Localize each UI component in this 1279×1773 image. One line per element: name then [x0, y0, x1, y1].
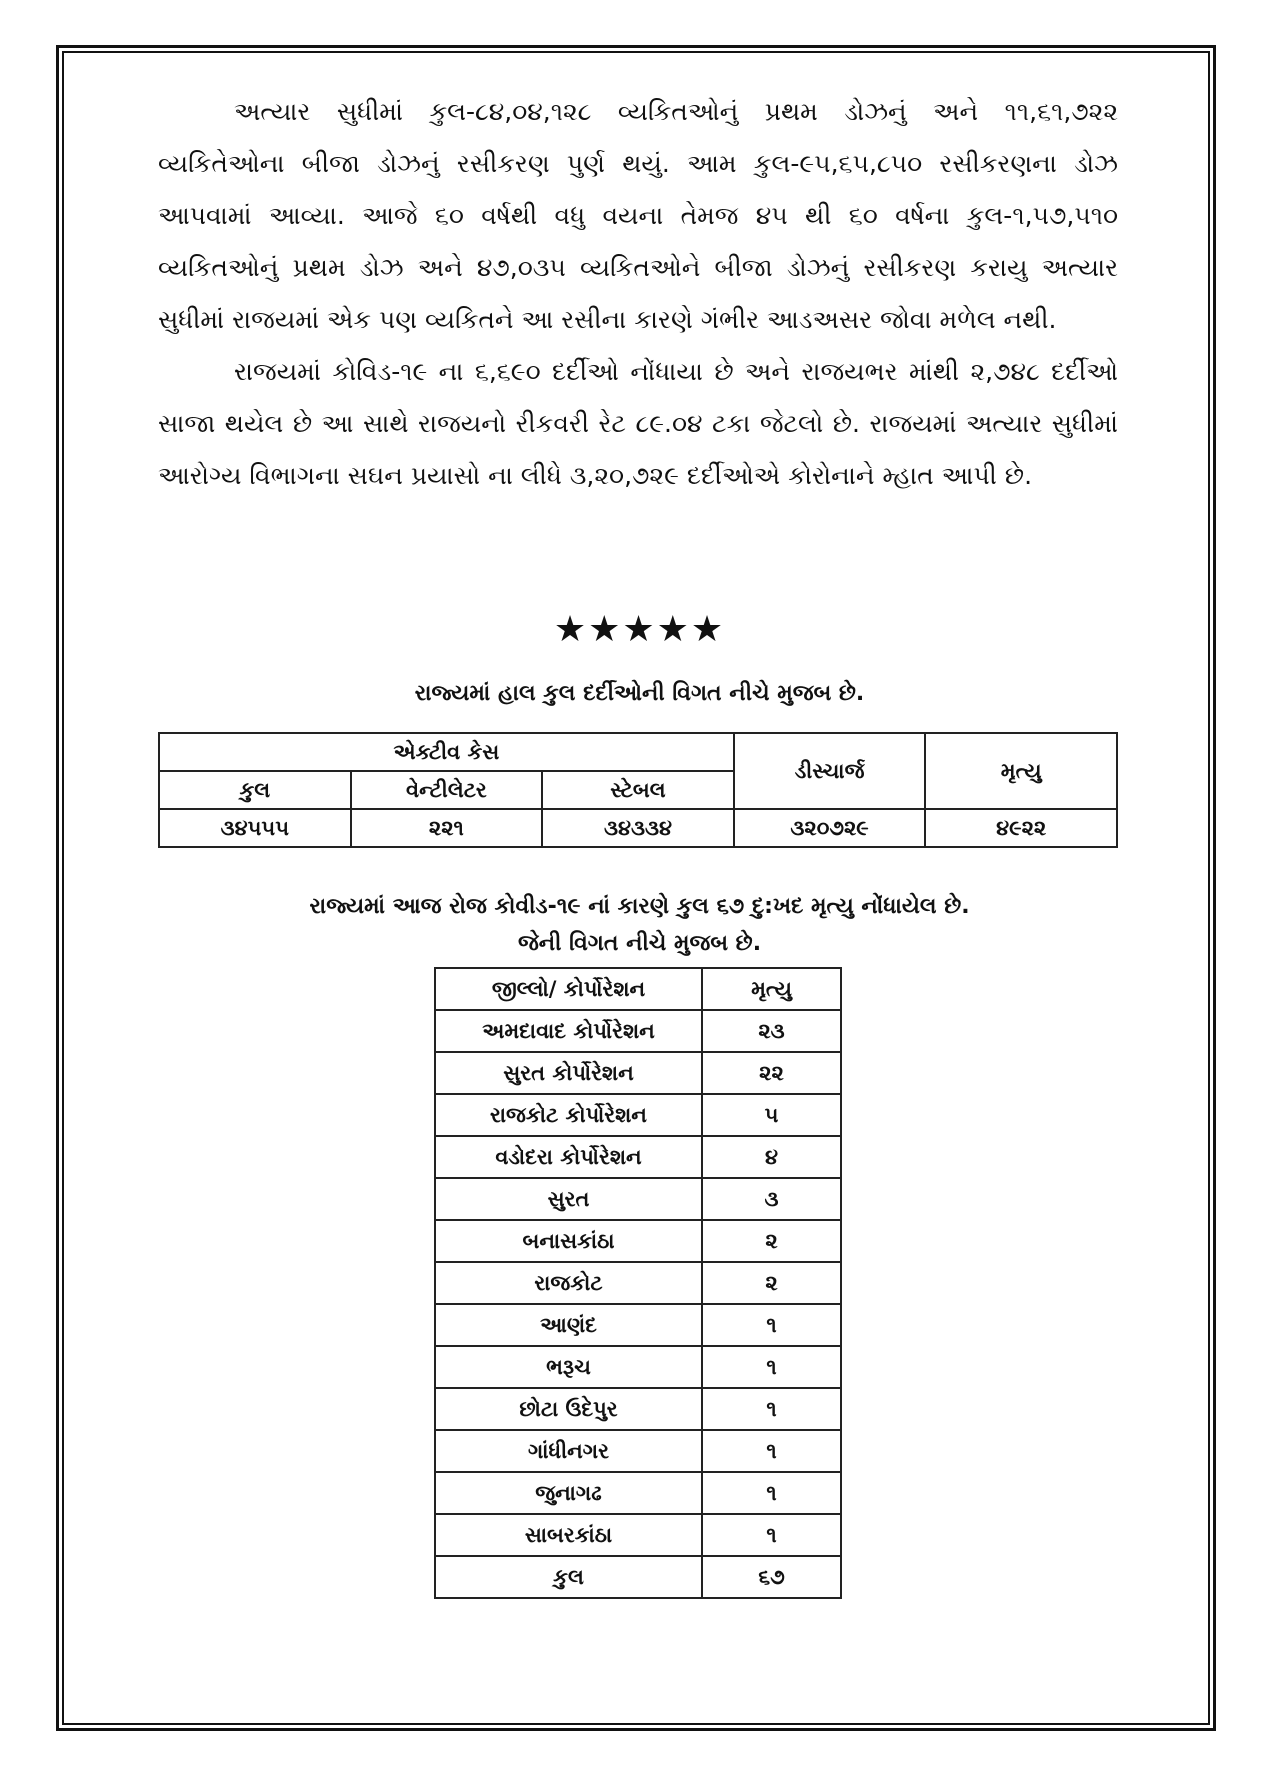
table-header-row: [435, 968, 841, 1010]
district-name: આણંદ: [435, 1304, 702, 1346]
district-name: રાજકોટ કોર્પોરેશન: [435, 1094, 702, 1136]
district-name: અમદાવાદ કોર્પોરેશન: [435, 1010, 702, 1052]
summary-table: [158, 732, 1118, 848]
death-heading: રાજ્યમાં આજ રોજ કોવીડ-૧૯ નાં કારણે કુલ ૬૭ દુ:ખદ મૃત્યુ નોંધાયેલ છે.: [309, 894, 970, 919]
table-row: [435, 1262, 841, 1304]
death-value: ૪૯૨૨: [925, 809, 1117, 847]
body-text: [158, 86, 1118, 502]
table-row: [435, 1178, 841, 1220]
death-count: ૧: [702, 1430, 841, 1472]
stable-value: ૩૪૩૩૪: [542, 809, 734, 847]
district-name: ભરૂચ: [435, 1346, 702, 1388]
paragraph-covid-cases: રાજયમાં કોવિડ-૧૯ ના ૬,૬૯૦ દર્દીઓ નોંધાયા છે અને રાજયભર માંથી ૨,૭૪૮ દર્દીઓ સાજા થયેલ છે આ સાથે રાજયનો રીકવરી રેટ ૮૯.૦૪ ટકા જેટલો છે. રાજયમાં અત્યાર સુધીમાં આરોગ્ય વિભાગના સઘન પ્રયાસો ના લીધે ૩,૨૦,૭૨૯ દર્દીઓએ કોરોનાને મ્હાત આપી છે.: [158, 357, 1118, 490]
table-row: [435, 1514, 841, 1556]
stable-subheader: સ્ટેબલ: [542, 771, 734, 809]
death-count: ૨: [702, 1262, 841, 1304]
table-row: [435, 1430, 841, 1472]
table-total-row: [435, 1556, 841, 1598]
death-count: ૧: [702, 1304, 841, 1346]
death-count: ૨૩: [702, 1010, 841, 1052]
district-name: સુરત કોર્પોરેશન: [435, 1052, 702, 1094]
district-name: ગાંધીનગર: [435, 1430, 702, 1472]
table-row: [435, 1136, 841, 1178]
district-name: સુરત: [435, 1178, 702, 1220]
death-count: ૨: [702, 1220, 841, 1262]
total-deaths: ૬૭: [702, 1556, 841, 1598]
district-name: જુનાગઢ: [435, 1472, 702, 1514]
district-name: બનાસકાંઠા: [435, 1220, 702, 1262]
stars-divider: ★★★★★: [553, 609, 726, 650]
table-row: [435, 1346, 841, 1388]
paragraph-vaccination: અત્યાર સુધીમાં કુલ-૮૪,૦૪,૧૨૮ વ્યકિતઓનું પ્રથમ ડોઝનું અને ૧૧,૬૧,૭૨૨ વ્યકિતેઓના બીજા ડોઝનું રસીકરણ પુર્ણ થયું. આમ કુલ-૯૫,૬૫,૮૫૦ રસીકરણના ડોઝ આપવામાં આવ્યા. આજે ૬૦ વર્ષથી વધુ વયના તેમજ ૪૫ થી ૬૦ વર્ષના કુલ-૧,૫૭,૫૧૦ વ્યકિતઓનું પ્રથમ ડોઝ અને ૪૭,૦૩૫ વ્યકિતઓને બીજા ડોઝનું રસીકરણ કરાયુ અત્યાર સુધીમાં રાજયમાં એક પણ વ્યકિતને આ રસીના કારણે ગંભીર આડઅસર જોવા મળેલ નથી.: [158, 97, 1118, 334]
death-count: ૧: [702, 1472, 841, 1514]
death-count: ૧: [702, 1514, 841, 1556]
total-label: કુલ: [435, 1556, 702, 1598]
death-count: ૩: [702, 1178, 841, 1220]
ventilator-value: ૨૨૧: [351, 809, 543, 847]
table-row: [435, 1010, 841, 1052]
death-count: ૧: [702, 1346, 841, 1388]
discharge-header: ડીસ્ચાર્જ: [734, 733, 926, 809]
total-active-value: ૩૪૫૫૫: [159, 809, 351, 847]
table-row: [435, 1304, 841, 1346]
district-name: વડોદરા કોર્પોરેશન: [435, 1136, 702, 1178]
death-count: ૧: [702, 1388, 841, 1430]
death-count: ૨૨: [702, 1052, 841, 1094]
death-count: ૪: [702, 1136, 841, 1178]
table-row: [435, 1220, 841, 1262]
total-subheader: કુલ: [159, 771, 351, 809]
table-row: [435, 1388, 841, 1430]
table-row: [435, 1094, 841, 1136]
ventilator-subheader: વેન્ટીલેટર: [351, 771, 543, 809]
death-count: ૫: [702, 1094, 841, 1136]
discharge-value: ૩૨૦૭૨૯: [734, 809, 926, 847]
deaths-column-header: મૃત્યુ: [702, 968, 841, 1010]
table-row: [435, 1472, 841, 1514]
active-cases-header: એક્ટીવ કેસ: [159, 733, 734, 771]
district-column-header: જીલ્લો/ કોર્પોરેશન: [435, 968, 702, 1010]
death-subheading: જેની વિગત નીચે મુજબ છે.: [517, 931, 762, 956]
district-deaths-table: [434, 967, 842, 1599]
death-header: મૃત્યુ: [925, 733, 1117, 809]
summary-heading: રાજ્યમાં હાલ કુલ દર્દીઓની વિગત નીચે મુજબ છે.: [414, 681, 865, 706]
table-row: [435, 1052, 841, 1094]
district-name: રાજકોટ: [435, 1262, 702, 1304]
district-name: છોટા ઉદેપુર: [435, 1388, 702, 1430]
district-name: સાબરકાંઠા: [435, 1514, 702, 1556]
